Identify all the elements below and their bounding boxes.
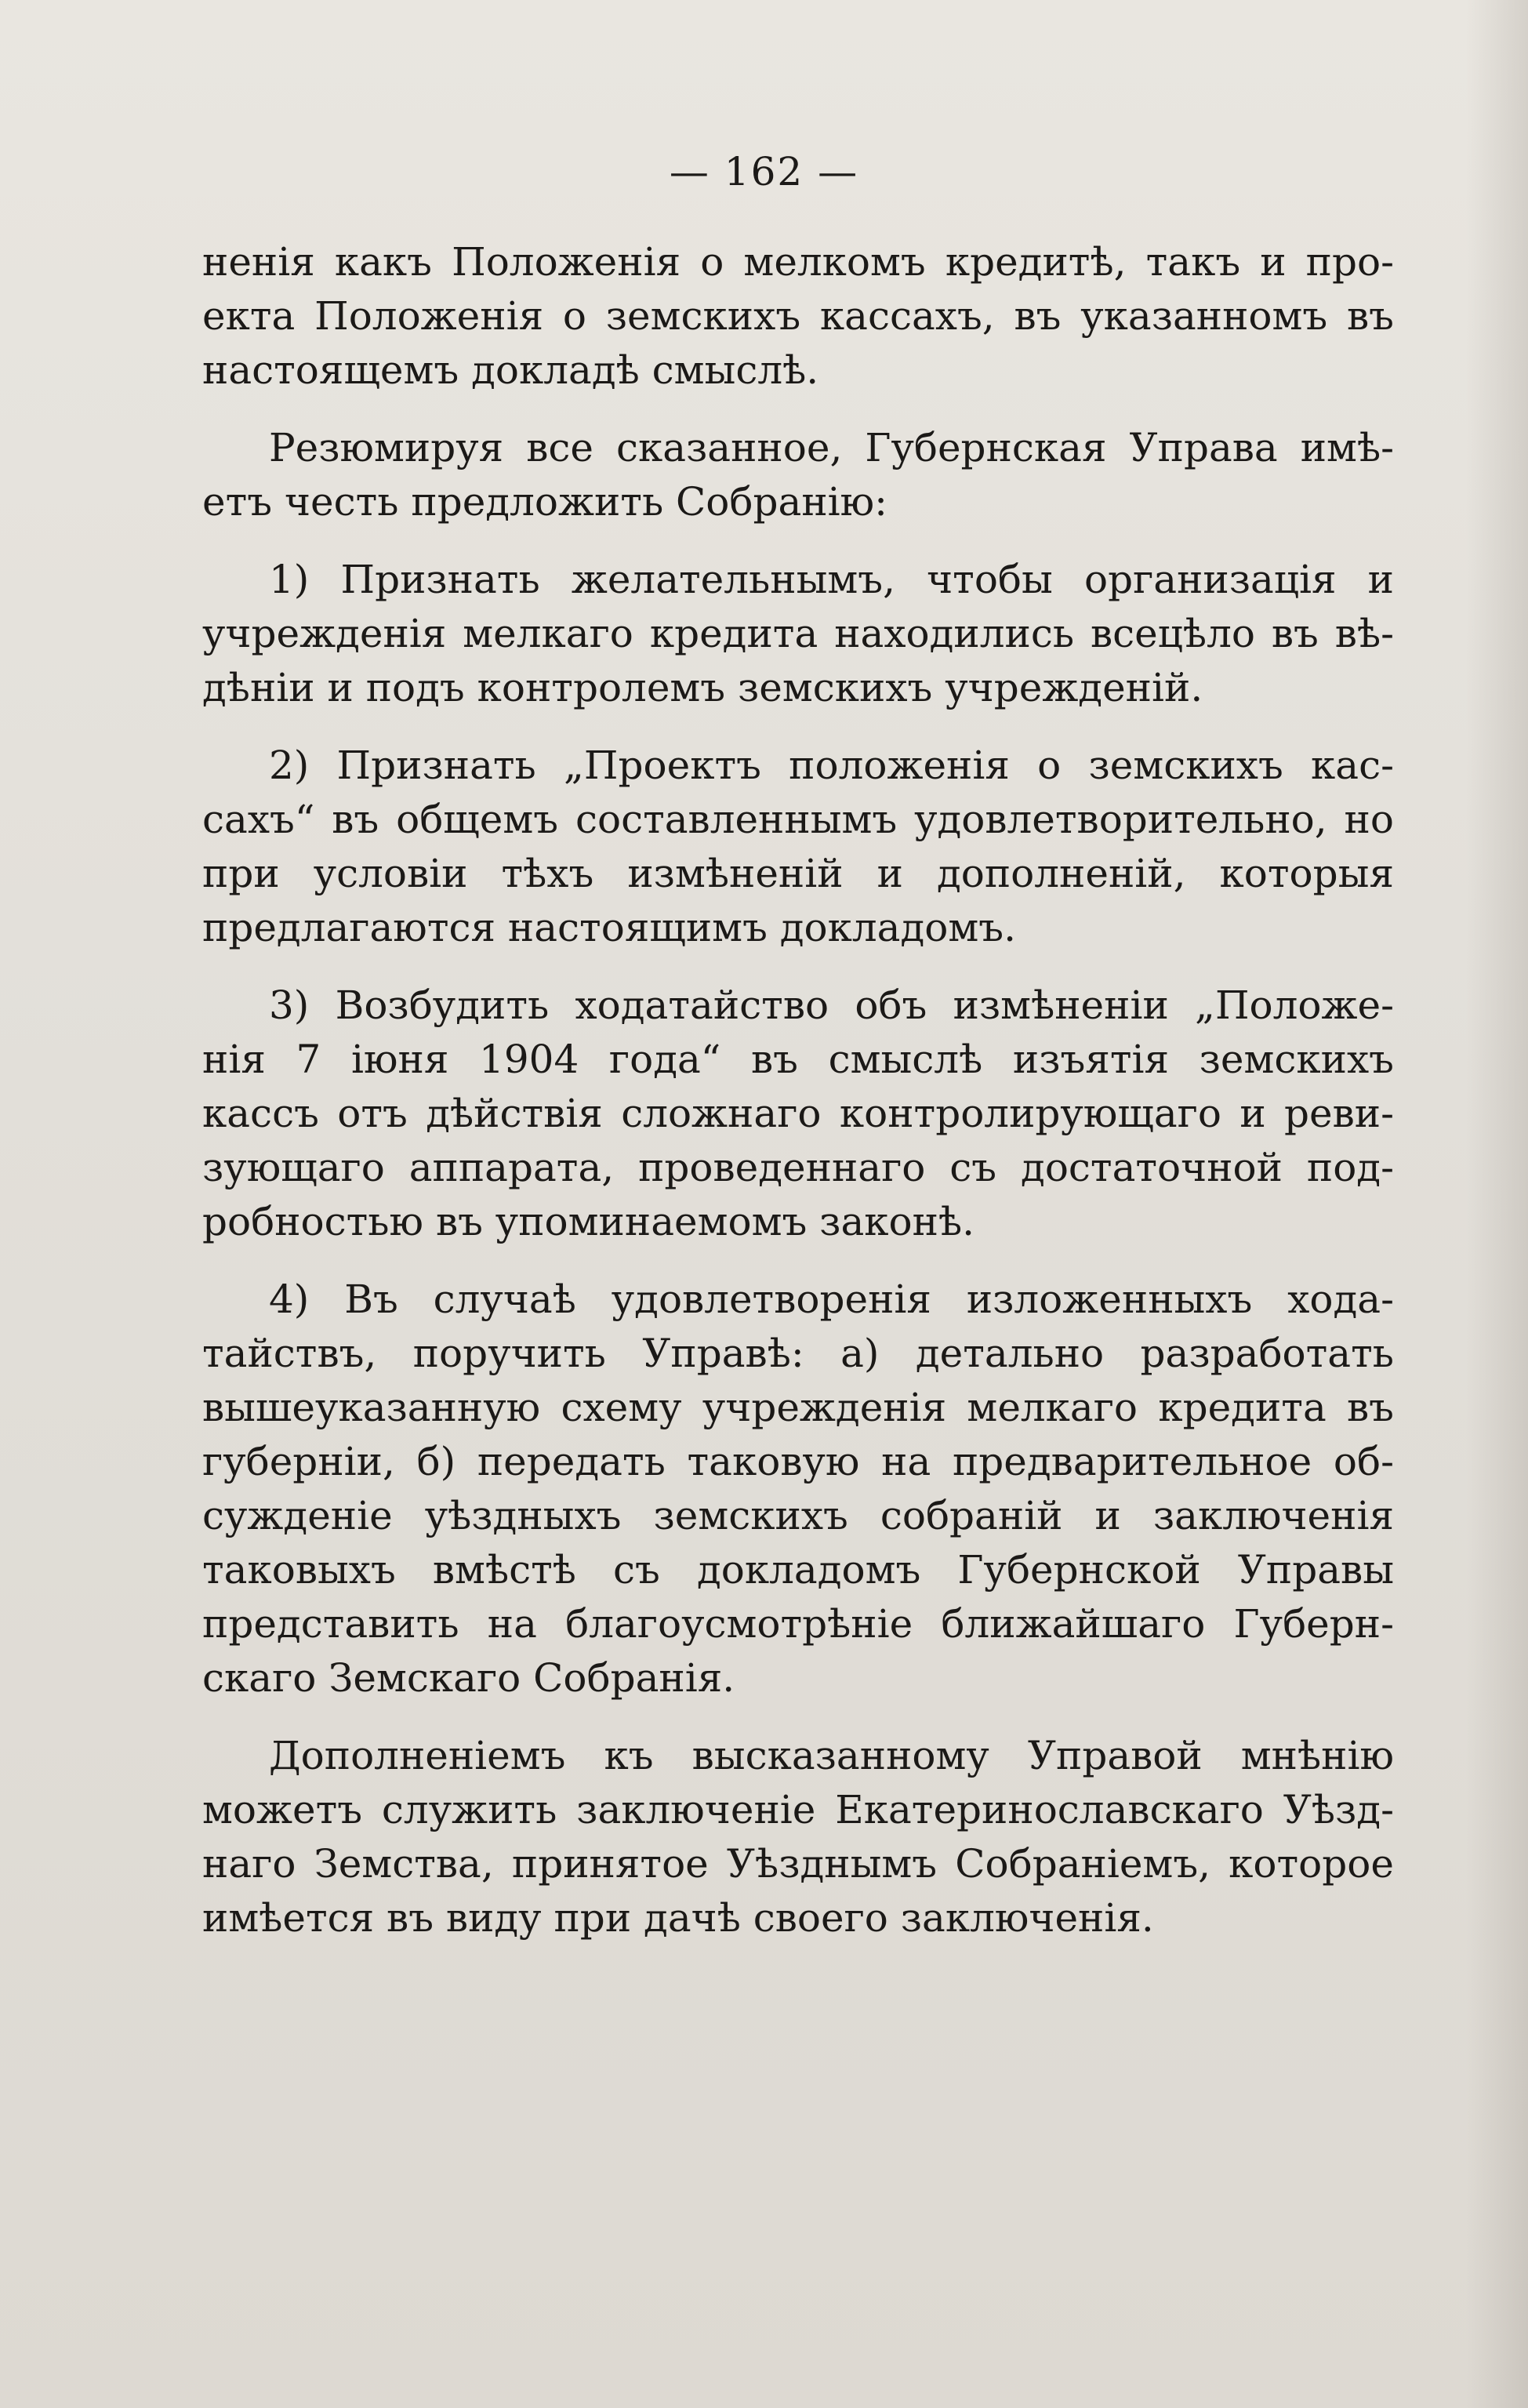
- text-line: 2) Признать „Проектъ положенія о земскихъ кас-: [269, 743, 1394, 788]
- text-line: зующаго аппарата, проведеннаго съ достаточной под-: [202, 1145, 1394, 1190]
- paragraph-1: [202, 235, 1394, 398]
- text-line: имѣется въ виду при дачѣ своего заключенія.: [202, 1895, 1154, 1941]
- text-line: тайствъ, поручить Управѣ: а) детально разработать: [202, 1331, 1394, 1376]
- text-line: сужденіе уѣздныхъ земскихъ собраній и заключенія: [202, 1493, 1394, 1538]
- body-text: [202, 235, 1394, 1945]
- text-line: робностью въ упоминаемомъ законѣ.: [202, 1199, 975, 1244]
- text-line: етъ честь предложить Собранію:: [202, 479, 888, 525]
- text-line: настоящемъ докладѣ смыслѣ.: [202, 347, 819, 393]
- text-line: екта Положенія о земскихъ кассахъ, въ указанномъ въ: [202, 293, 1394, 339]
- paragraph-3: [202, 553, 1394, 715]
- text-line: Дополненіемъ къ высказанному Управой мнѣнію: [269, 1733, 1394, 1778]
- paragraph-4: [202, 739, 1394, 955]
- text-line: представить на благоусмотрѣніе ближайшаго Губерн-: [202, 1601, 1394, 1647]
- text-line: можетъ служить заключеніе Екатеринославскаго Уѣзд-: [202, 1787, 1394, 1832]
- page-spine-shadow: [1466, 0, 1528, 2408]
- text-line: 4) Въ случаѣ удовлетворенія изложенныхъ хода-: [269, 1277, 1394, 1322]
- text-line: при условіи тѣхъ измѣненій и дополненій, которыя: [202, 851, 1394, 896]
- paragraph-5: [202, 979, 1394, 1249]
- text-line: дѣніи и подъ контролемъ земскихъ учрежденій.: [202, 665, 1203, 710]
- paragraph-7: [202, 1729, 1394, 1945]
- text-line: предлагаются настоящимъ докладомъ.: [202, 905, 1016, 950]
- paragraph-6: [202, 1273, 1394, 1705]
- text-line: учрежденія мелкаго кредита находились всецѣло въ вѣ-: [202, 611, 1394, 656]
- text-line: наго Земства, принятое Уѣзднымъ Собраніемъ, которое: [202, 1841, 1394, 1887]
- text-line: скаго Земскаго Собранія.: [202, 1655, 735, 1701]
- text-line: 3) Возбудить ходатайство объ измѣненіи „Положе-: [269, 982, 1394, 1028]
- text-line: сахъ“ въ общемъ составленнымъ удовлетворительно, но: [202, 797, 1394, 842]
- text-line: нія 7 іюня 1904 года“ въ смыслѣ изъятія земскихъ: [202, 1037, 1394, 1082]
- text-line: вышеуказанную схему учрежденія мелкаго кредита въ: [202, 1385, 1394, 1430]
- text-line: губерніи, б) передать таковую на предварительное об-: [202, 1439, 1394, 1484]
- text-line: Резюмируя все сказанное, Губернская Управа имѣ-: [269, 425, 1394, 470]
- paragraph-2: [202, 421, 1394, 529]
- text-line: кассъ отъ дѣйствія сложнаго контролирующаго и реви-: [202, 1091, 1394, 1136]
- page-number: — 162 —: [669, 149, 859, 194]
- text-line: 1) Признать желательнымъ, чтобы организація и: [269, 557, 1394, 602]
- text-line: таковыхъ вмѣстѣ съ докладомъ Губернской Управы: [202, 1547, 1394, 1593]
- text-line: ненія какъ Положенія о мелкомъ кредитѣ, такъ и про-: [202, 239, 1394, 285]
